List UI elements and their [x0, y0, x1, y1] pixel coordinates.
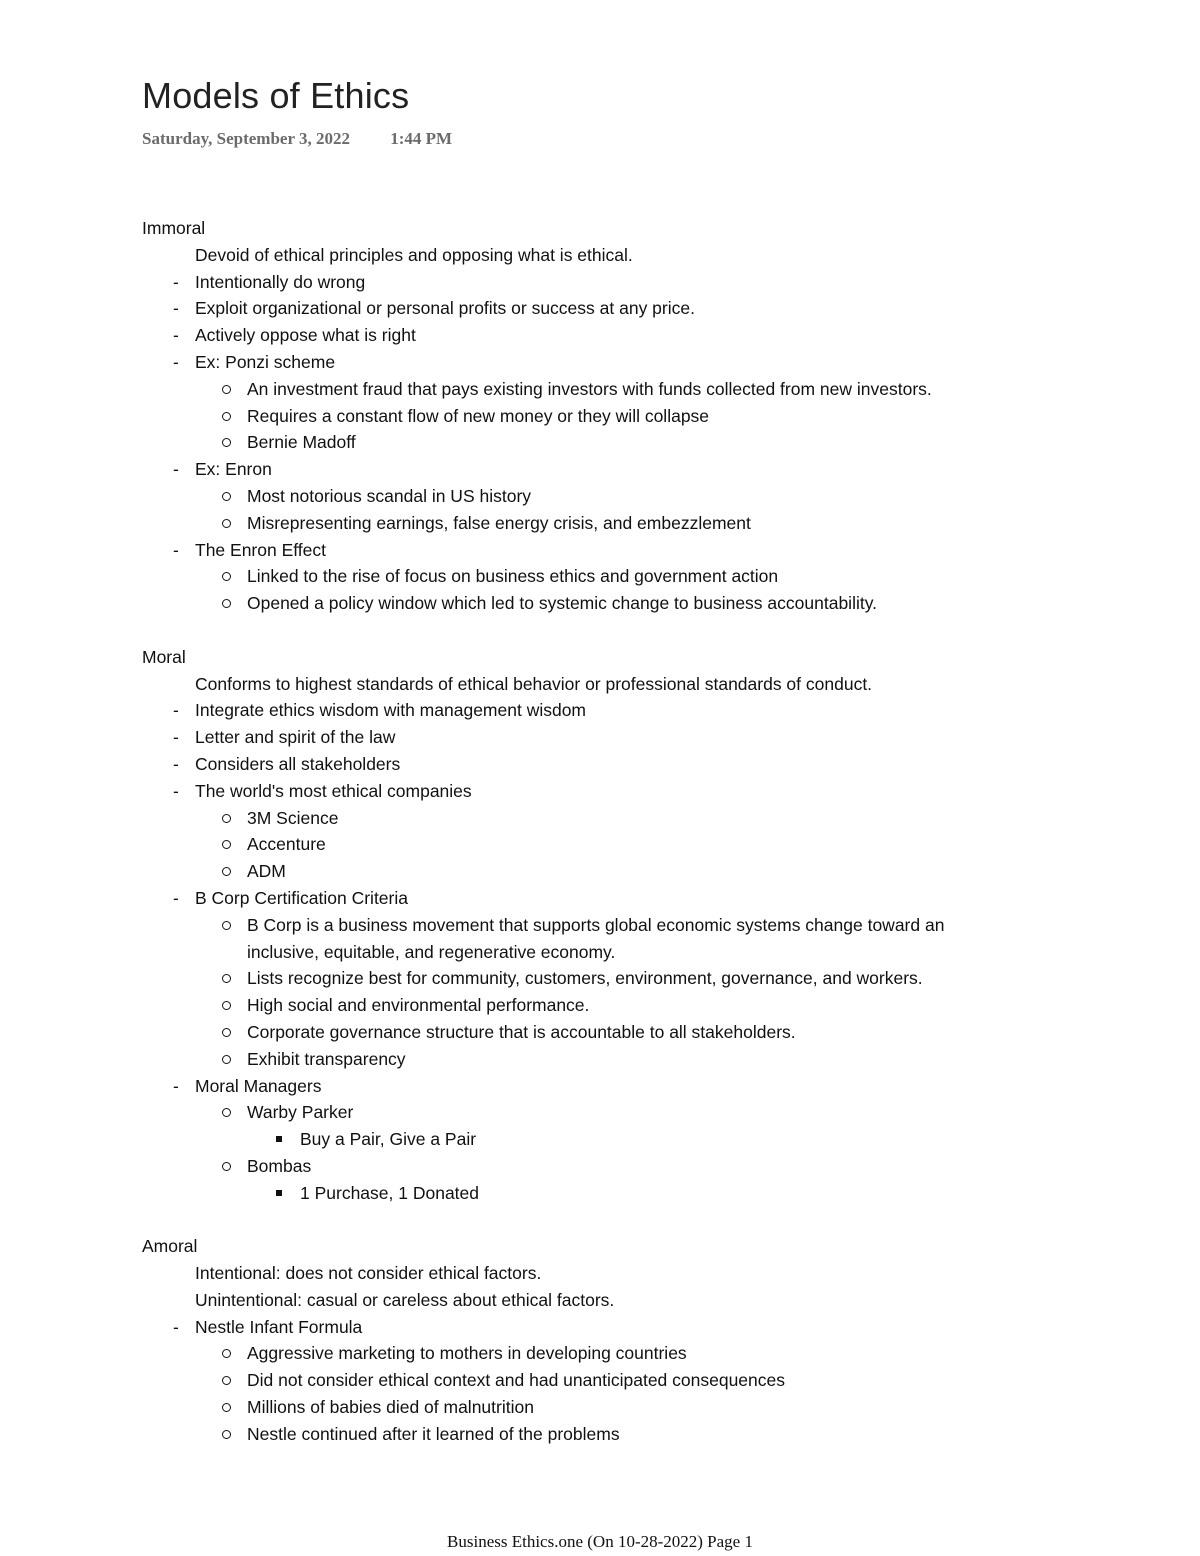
section-heading: Moral [142, 646, 186, 667]
circle-bullet-icon [222, 412, 231, 421]
list-item: - Considers all stakeholders [142, 751, 1100, 778]
section-description: Devoid of ethical principles and opposing what is ethical. [195, 244, 633, 265]
circle-bullet-icon [222, 1001, 231, 1010]
sub-list-item: B Corp is a business movement that supports global economic systems change toward an [142, 912, 1100, 939]
circle-bullet-icon [222, 1028, 231, 1037]
sub-list-item: Opened a policy window which led to systemic change to business accountability. [142, 590, 1100, 617]
dash-bullet: - [173, 539, 179, 560]
dash-bullet: - [173, 727, 179, 748]
sub-list-item: Did not consider ethical context and had unanticipated consequences [142, 1367, 1100, 1394]
circle-bullet-icon [222, 867, 231, 876]
list-item: - Nestle Infant Formula [142, 1314, 1100, 1341]
sub-sub-list-item: 1 Purchase, 1 Donated [142, 1180, 1100, 1207]
square-bullet-icon [276, 1136, 282, 1142]
list-item: - Moral Managers [142, 1073, 1100, 1100]
list-item: - Ex: Enron [142, 456, 1100, 483]
section-heading: Immoral [142, 218, 206, 238]
list-item: - The world's most ethical companies [142, 778, 1100, 805]
sub-sub-list-item: Buy a Pair, Give a Pair [142, 1126, 1100, 1153]
circle-bullet-icon [222, 974, 231, 983]
circle-bullet-icon [222, 519, 231, 528]
section-immoral [142, 215, 1100, 617]
circle-bullet-icon [222, 599, 231, 608]
circle-bullet-icon [222, 921, 231, 930]
sub-list-item: Aggressive marketing to mothers in developing countries [142, 1340, 1100, 1367]
list-item: - B Corp Certification Criteria [142, 885, 1100, 912]
square-bullet-icon [276, 1190, 282, 1196]
list-item: - Actively oppose what is right [142, 322, 1100, 349]
sub-list-item: Misrepresenting earnings, false energy crisis, and embezzlement [142, 510, 1100, 537]
page-time: 1:44 PM [390, 129, 453, 148]
sub-list-item: An investment fraud that pays existing investors with funds collected from new investors. [142, 376, 1100, 403]
dash-bullet: - [173, 700, 179, 721]
page-footer: Business Ethics.one (On 10-28-2022) Page 1 [447, 1532, 753, 1551]
circle-bullet-icon [222, 814, 231, 823]
list-item: - Ex: Ponzi scheme [142, 349, 1100, 376]
sub-list-item: Lists recognize best for community, customers, environment, governance, and workers. [142, 965, 1100, 992]
dash-bullet: - [173, 1075, 179, 1096]
circle-bullet-icon [222, 1430, 231, 1439]
list-item: - Letter and spirit of the law [142, 724, 1100, 751]
sub-list-item: High social and environmental performance. [142, 992, 1100, 1019]
page-date: Saturday, September 3, 2022 [142, 129, 350, 148]
circle-bullet-icon [222, 1403, 231, 1412]
sub-list-item: Requires a constant flow of new money or they will collapse [142, 403, 1100, 430]
page-meta [142, 127, 452, 151]
circle-bullet-icon [222, 1108, 231, 1117]
sub-list-item: Nestle continued after it learned of the problems [142, 1421, 1100, 1448]
sub-list-item: Most notorious scandal in US history [142, 483, 1100, 510]
circle-bullet-icon [222, 385, 231, 394]
dash-bullet: - [173, 351, 179, 372]
dash-bullet: - [173, 271, 179, 292]
circle-bullet-icon [222, 1349, 231, 1358]
dash-bullet: - [173, 780, 179, 801]
dash-bullet: - [173, 298, 179, 319]
section-amoral [142, 1233, 1100, 1447]
sub-list-item: Corporate governance structure that is accountable to all stakeholders. [142, 1019, 1100, 1046]
dash-bullet: - [173, 325, 179, 346]
sub-list-item: Bernie Madoff [142, 429, 1100, 456]
list-item: - Exploit organizational or personal profits or success at any price. [142, 295, 1100, 322]
circle-bullet-icon [222, 492, 231, 501]
section-description: Intentional: does not consider ethical factors. [195, 1263, 542, 1284]
circle-bullet-icon [222, 438, 231, 447]
sub-list-item-continuation: inclusive, equitable, and regenerative economy. [247, 941, 616, 962]
dash-bullet: - [173, 1316, 179, 1337]
list-item: - Integrate ethics wisdom with management wisdom [142, 697, 1100, 724]
sub-list-item: Bombas [142, 1153, 1100, 1180]
section-moral [142, 644, 1100, 1207]
sub-list-item: 3M Science [142, 805, 1100, 832]
sub-list-item: ADM [142, 858, 1100, 885]
page-title: Models of Ethics [142, 75, 410, 116]
sub-list-item: Accenture [142, 831, 1100, 858]
sub-list-item: Exhibit transparency [142, 1046, 1100, 1073]
sub-list-item: Millions of babies died of malnutrition [142, 1394, 1100, 1421]
list-item: - The Enron Effect [142, 537, 1100, 564]
circle-bullet-icon [222, 1376, 231, 1385]
list-item: - Intentionally do wrong [142, 269, 1100, 296]
section-description: Conforms to highest standards of ethical behavior or professional standards of conduct. [195, 673, 873, 694]
circle-bullet-icon [222, 840, 231, 849]
circle-bullet-icon [222, 1055, 231, 1064]
section-heading: Amoral [142, 1236, 198, 1257]
sub-list-item: Linked to the rise of focus on business ethics and government action [142, 563, 1100, 590]
note-content [142, 215, 1100, 1448]
section-description: Unintentional: casual or careless about ethical factors. [195, 1289, 615, 1310]
dash-bullet: - [173, 887, 179, 908]
dash-bullet: - [173, 459, 179, 480]
dash-bullet: - [173, 753, 179, 774]
sub-list-item: Warby Parker [142, 1099, 1100, 1126]
circle-bullet-icon [222, 572, 231, 581]
circle-bullet-icon [222, 1162, 231, 1171]
